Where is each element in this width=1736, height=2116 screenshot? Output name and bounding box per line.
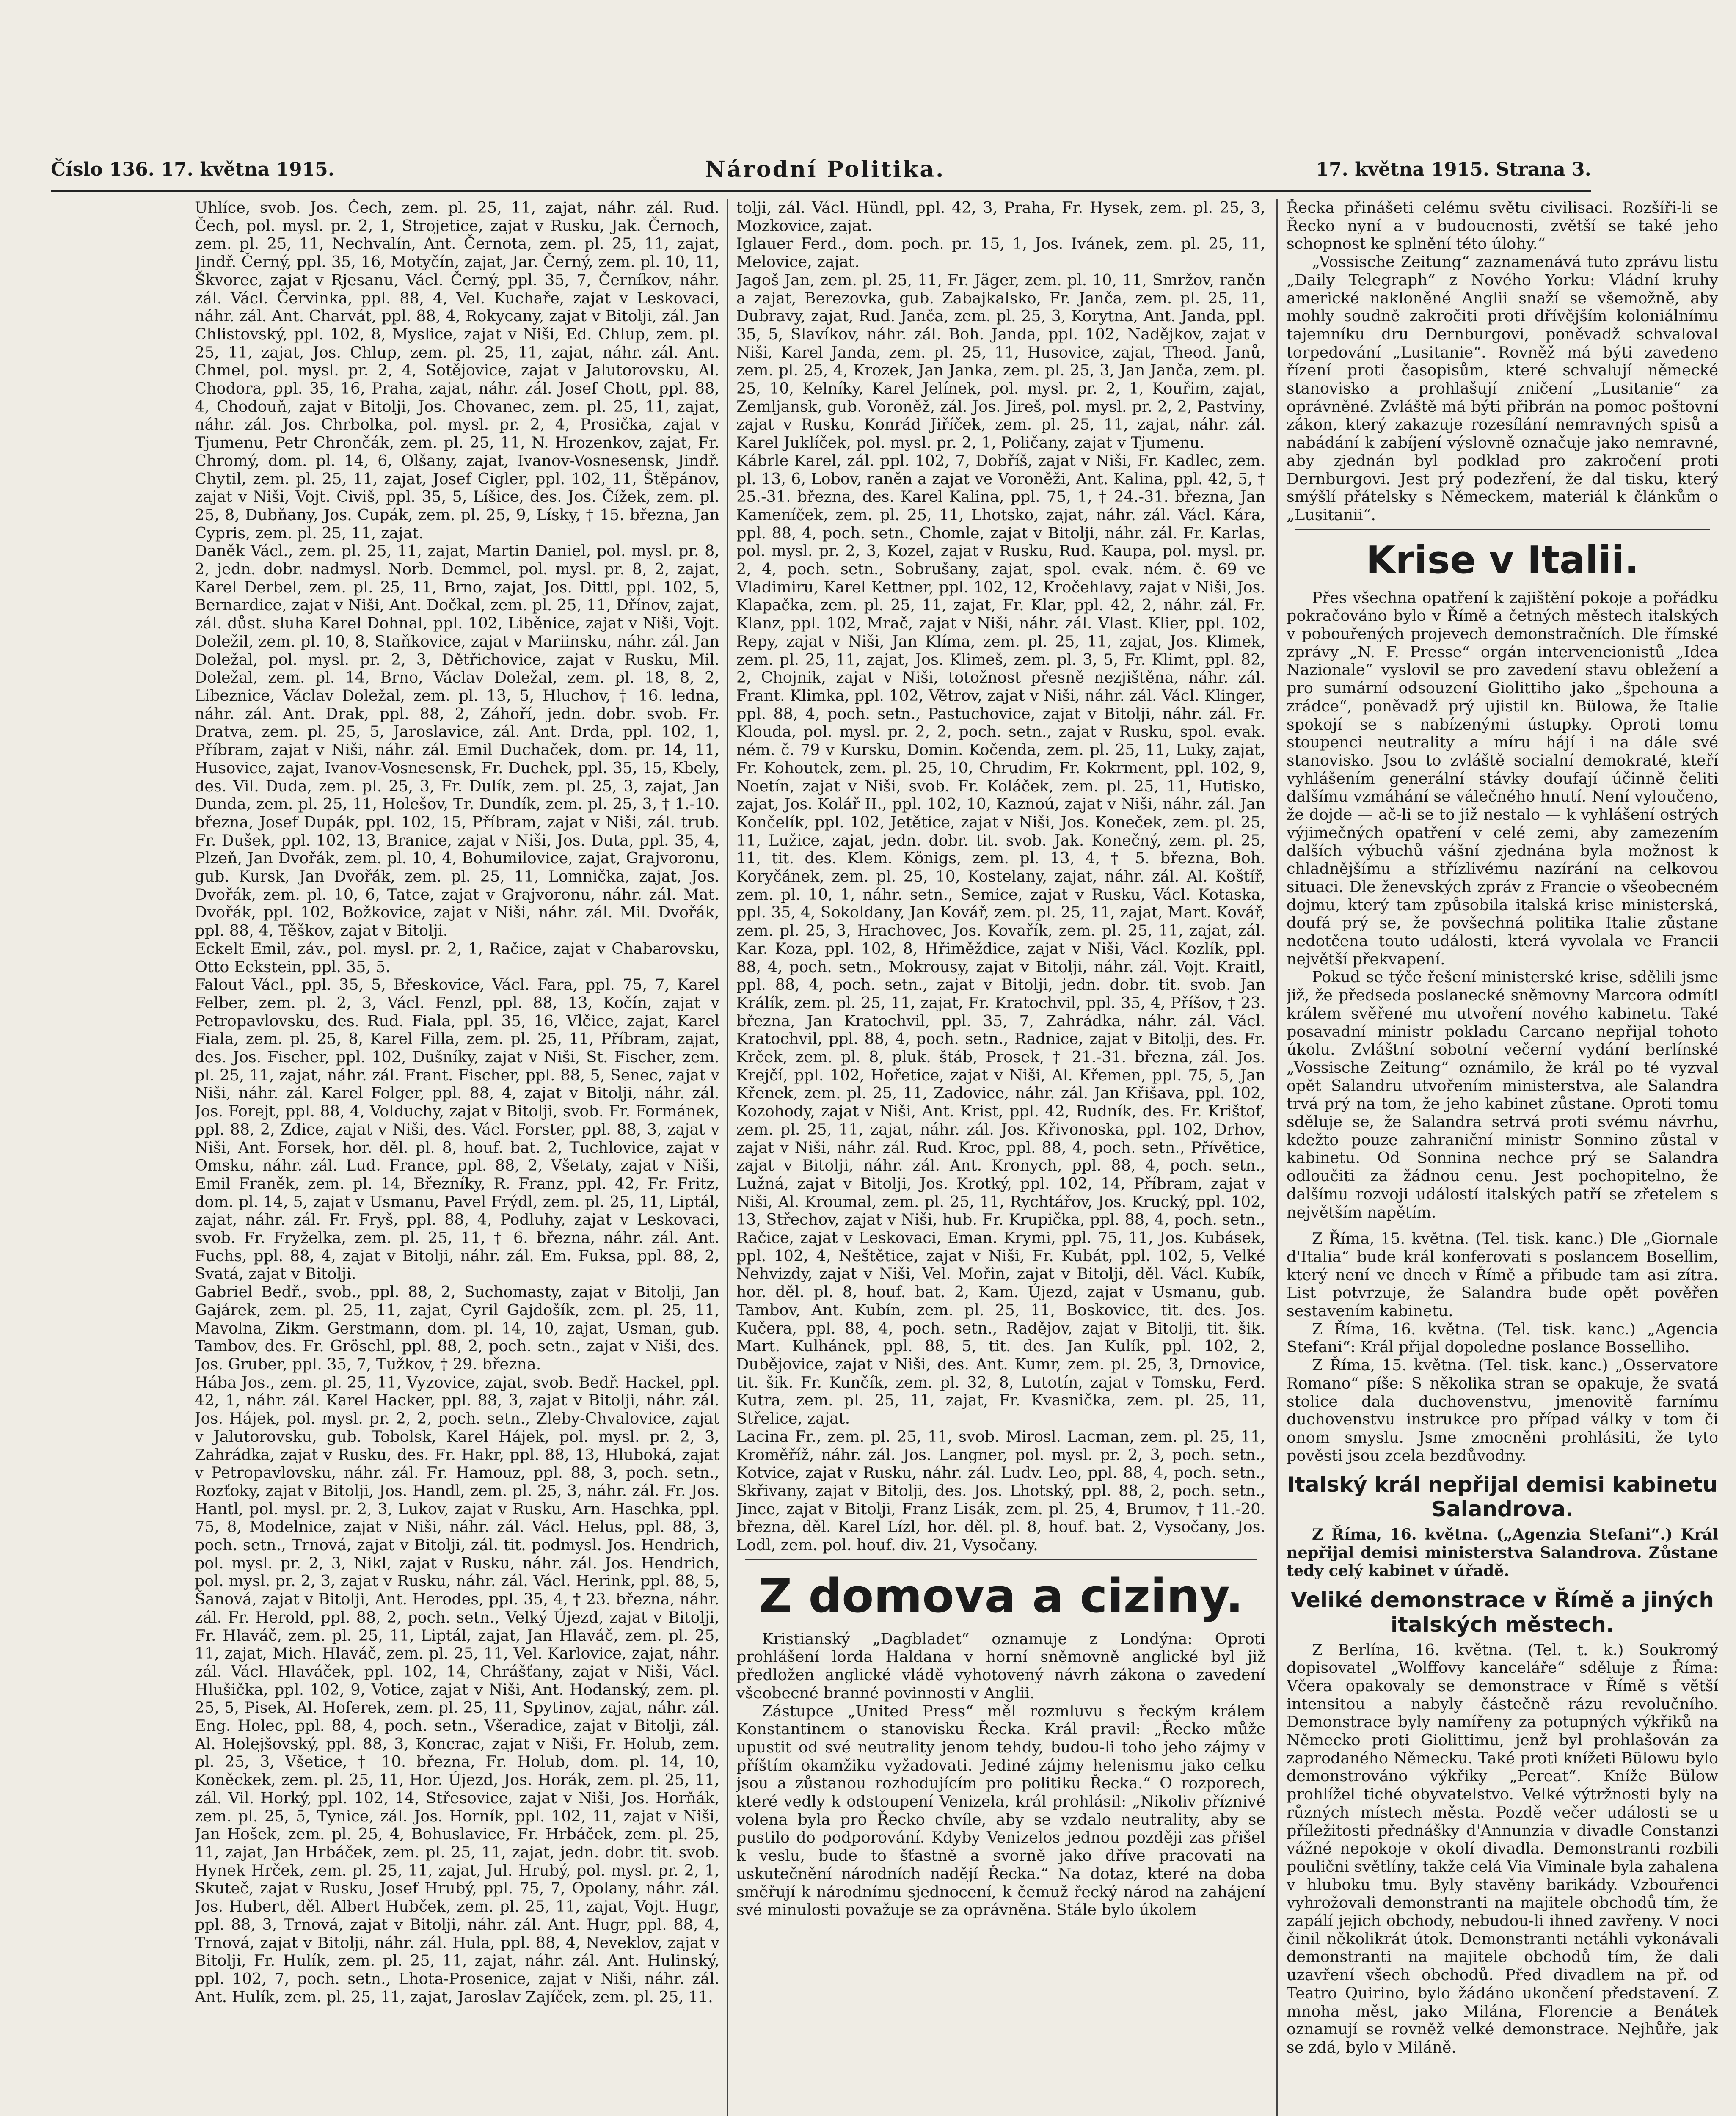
text-paragraph: Eckelt Emil, záv., pol. mysl. pr. 2, 1, Račice, zajat v Chabarovsku, Otto Eckstein, ppl. 35, 5. — [195, 939, 719, 976]
text-paragraph: Z Říma, 16. května. (Tel. tisk. kanc.) „Agencia Stefani“: Král přijal dopoledne poslance Bosselliho. — [1287, 1320, 1718, 1356]
text-paragraph: Zástupce „United Press“ měl rozmluvu s řeckým králem Konstantinem o stanovisku Řecka. Král pravil: „Řecko může upustit od své neutrality jenom tehdy, budou-li toho jeho zájmy v příštím okamžiku vyžadovati. Jediné zájmy helenismu jako celku jsou a zůstanou rozhodujícím pro politiku Řecka.“ O rozporech, které vedly k odstoupení Venizela, král prohlásil: „Nikoliv příznivé volena byla pro Řecko chvíle, aby se vzdalo neutrality, aby se pustilo do podporování. Kdyby Venizelos jednou později zas přišel k veslu, bude to šťastně a svorně jako dříve pracovati na uskutečnění národních nadějí Řecka.“ Na dotaz, které na doba směřují k národnímu sjednocení, k čemuž řecký národ na zahájení své minulosti považuje se za oprávněna. Stále bylo úkolem — [736, 1702, 1265, 1919]
page-header — [51, 152, 1591, 186]
column-2 — [736, 199, 1265, 2116]
header-rule — [51, 190, 1591, 192]
text-paragraph: Falout Václ., ppl. 35, 5, Břeskovice, Václ. Fara, ppl. 75, 7, Karel Felber, zem. pl. 2, 3, Václ. Fenzl, ppl. 88, 13, Kočín, zajat v Petropavlovsku, des. Rud. Fiala, ppl. 35, 16, Vlčice, zajat, Karel Fiala, zem. pl. 25, 8, Karel Filla, zem. pl. 25, 11, Příbram, zajat, des. Jos. Fischer, ppl. 102, Dušníky, zajat v Niši, St. Fischer, zem. pl. 25, 11, zajat, náhr. zál. Frant. Fischer, ppl. 88, 5, Senec, zajat v Niši, náhr. zál. Karel Folger, ppl. 88, 4, zajat v Bitolji, náhr. zál. Jos. Forejt, ppl. 88, 4, Volduchy, zajat v Bitolji, svob. Fr. Formánek, ppl. 88, 2, Zdice, zajat v Niši, des. Václ. Forster, ppl. 88, 3, zajat v Niši, Ant. Forsek, hor. děl. pl. 8, houf. bat. 2, Tuchlovice, zajat v Omsku, náhr. zál. Lud. France, ppl. 88, 2, Všetaty, zajat v Niši, Emil Franěk, zem. pl. 14, Březníky, R. Franz, ppl. 42, Fr. Fritz, dom. pl. 14, 5, zajat v Usmanu, Pavel Frýdl, zem. pl. 25, 11, Liptál, zajat, náhr. zál. Fr. Fryš, ppl. 88, 4, Podluhy, zajat v Leskovaci, svob. Fr. Fryželka, zem. pl. 25, 11, † 6. března, náhr. zál. Ant. Fuchs, ppl. 88, 4, zajat v Bitolji, náhr. zál. Em. Fuksa, ppl. 88, 2, Svatá, zajat v Bitolji. — [195, 975, 719, 1283]
text-paragraph: Hába Jos., zem. pl. 25, 11, Vyzovice, zajat, svob. Bedř. Hackel, ppl. 42, 1, náhr. zál. Karel Hacker, ppl. 88, 3, zajat v Bitolji, náhr. zál. Jos. Hájek, pol. mysl. pr. 2, 2, poch. setn., Zleby-Chvalovice, zajat v Jalutorovsku, gub. Tobolsk, Karel Hájek, pol. mysl. pr. 2, 3, Zahrádka, zajat v Rusku, des. Fr. Hakr, ppl. 88, 13, Hluboká, zajat v Petropavlovsku, náhr. zál. Fr. Hamouz, ppl. 88, 3, poch. setn., Rozťoky, zajat v Bitolji, Jos. Handl, zem. pl. 25, 3, náhr. zál. Fr. Jos. Hantl, pol. mysl. pr. 2, 3, Lukov, zajat v Rusku, Arn. Haschka, ppl. 75, 8, Modelnice, zajat v Niši, náhr. zál. Václ. Helus, ppl. 88, 3, poch. setn., Trnová, zajat v Bitolji, zál. tit. podmysl. Jos. Hendrich, pol. mysl. pr. 2, 3, Nikl, zajat v Rusku, náhr. zál. Jos. Hendrich, pol. mysl. pr. 2, 3, zajat v Rusku, náhr. zál. Václ. Herink, ppl. 88, 5, Šanová, zajat v Bitolji, Ant. Herodes, ppl. 35, 4, † 23. března, náhr. zál. Fr. Herold, ppl. 88, 2, poch. setn., Velký Újezd, zajat v Bitolji, Fr. Hlaváč, zem. pl. 25, 11, Liptál, zajat, Jan Hlaváč, zem. pl. 25, 11, zajat, Mich. Hlaváč, zem. pl. 25, 11, Vel. Karlovice, zajat, náhr. zál. Václ. Hlaváček, ppl. 102, 14, Chrášťany, zajat v Niši, Václ. Hlušička, ppl. 102, 9, Votice, zajat v Niši, Ant. Hodanský, zem. pl. 25, 5, Pisek, Al. Hoferek, zem. pl. 25, 11, Spytinov, zajat, náhr. zál. Eng. Holec, ppl. 88, 4, poch. setn., Všeradice, zajat v Bitolji, zál. Al. Holejšovský, ppl. 88, 3, Koncrac, zajat v Niši, Fr. Holub, zem. pl. 25, 3, Všetice, † 10. března, Fr. Holub, dom. pl. 14, 10, Koněckek, zem. pl. 25, 11, Hor. Újezd, Jos. Horák, zem. pl. 25, 11, zál. Vil. Horký, ppl. 102, 14, Střesovice, zajat v Niši, Jos. Horňák, zem. pl. 25, 5, Tynice, zál. Jos. Horník, ppl. 102, 11, zajat v Niši, Jan Hošek, zem. pl. 25, 4, Bohuslavice, Fr. Hrbáček, zem. pl. 25, 11, zajat, Jan Hrbáček, zem. pl. 25, 11, zajat, jedn. dobr. tit. svob. Hynek Hrček, zem. pl. 25, 11, zajat, Jul. Hrubý, pol. mysl. pr. 2, 1, Skuteč, zajat v Rusku, Josef Hrubý, ppl. 75, 7, Opolany, náhr. zál. Jos. Hubert, děl. Albert Hubček, zem. pl. 25, 11, zajat, Vojt. Hugr, ppl. 88, 3, Trnová, zajat v Bitolji, náhr. zál. Ant. Hugr, ppl. 88, 4, Trnová, zajat v Bitolji, náhr. zál. Hula, ppl. 88, 4, Neveklov, zajat v Bitolji, Fr. Hulík, zem. pl. 25, 11, zajat, náhr. zál. Ant. Hulinský, ppl. 102, 7, poch. setn., Lhota-Prosenice, zajat v Niši, náhr. zál. Ant. Hulík, zem. pl. 25, 11, zajat, Jaroslav Zajíček, zem. pl. 25, 11. — [195, 1373, 719, 2006]
text-paragraph: Z Říma, 15. května. (Tel. tisk. kanc.) Dle „Giornale d'Italia“ bude král konferovati s poslancem Bosellim, který není ve dnech v Římě a přibude tam asi zítra. List potvrzuje, že Salandra bude opět pověřen sestavením kabinetu. — [1287, 1229, 1718, 1320]
text-paragraph: Iglauer Ferd., dom. poch. pr. 15, 1, Jos. Ivánek, zem. pl. 25, 11, Melovice, zajat. — [736, 234, 1265, 271]
column-3 — [1287, 199, 1718, 2116]
spacer — [1287, 1221, 1718, 1230]
column-divider — [727, 199, 728, 2116]
section-rule — [745, 1559, 1257, 1560]
text-paragraph: Kábrle Karel, zál. ppl. 102, 7, Dobříš, zajat v Niši, Fr. Kadlec, zem. pl. 13, 6, Lobov, raněn a zajat ve Voroněži, Ant. Kalina, ppl. 42, 5, † 25.-31. března, des. Karel Kalina, ppl. 75, 1, † 24.-31. března, Jan Kameníček, zem. pl. 25, 11, Lhotsko, zajat, náhr. zál. Václ. Kára, ppl. 88, 4, poch. setn., Chomle, zajat v Bitolji, náhr. zál. Fr. Karlas, pol. mysl. pr. 2, 3, Kozel, zajat v Rusku, Rud. Kaupa, pol. mysl. pr. 2, 4, poch. setn., Sobrušany, zajat, spol. evak. ném. č. 69 ve Vladimiru, Karel Kettner, ppl. 102, 12, Kročehlavy, zajat v Niši, Jos. Klapačka, zem. pl. 25, 11, zajat, Fr. Klar, ppl. 42, 2, náhr. zál. Fr. Klanz, ppl. 102, Mrač, zajat v Niši, náhr. zál. Vlast. Klier, ppl. 102, Repy, zajat v Niši, Jan Klíma, zem. pl. 25, 11, zajat, Jos. Klimek, zem. pl. 25, 11, zajat, Jos. Klimeš, zem. pl. 3, 5, Fr. Klimt, ppl. 82, 2, Chojnik, zajat v Niši, totožnost přesně nezjištěna, náhr. zál. Frant. Klimka, ppl. 102, Větrov, zajat v Niši, náhr. zál. Václ. Klinger, ppl. 88, 4, poch. setn., Pastuchovice, zajat v Bitolji, náhr. zál. Fr. Klouda, pol. mysl. pr. 2, 2, poch. setn., zajat v Rusku, spol. evak. ném. č. 79 v Kursku, Domin. Kočenda, zem. pl. 25, 11, Luky, zajat, Fr. Kohoutek, zem. pl. 25, 10, Chrudim, Fr. Kokrment, ppl. 102, 9, Noetín, zajat v Niši, svob. Fr. Koláček, zem. pl. 25, 11, Hutisko, zajat, Jos. Kolář II., ppl. 102, 10, Kaznoú, zajat v Niši, náhr. zál. Jan Končelík, ppl. 102, Jetětice, zajat v Niši, Jos. Koneček, zem. pl. 25, 11, Lužice, zajat, jedn. dobr. tit. svob. Jak. Konečný, zem. pl. 25, 11, tit. des. Klem. Königs, zem. pl. 13, 4, † 5. března, Boh. Koryčánek, zem. pl. 25, 10, Kostelany, zajat, náhr. zál. Al. Koštíř, zem. pl. 10, 1, náhr. setn., Semice, zajat v Rusku, Václ. Kotaska, ppl. 35, 4, Sokoldany, Jan Kovář, zem. pl. 25, 11, zajat, Mart. Kovář, zem. pl. 25, 3, Hrachovec, Jos. Kovařík, zem. pl. 25, 11, zajat, zál. Kar. Koza, ppl. 102, 8, Hřiměždice, zajat v Niši, Václ. Kozlík, ppl. 88, 4, poch. setn., Mokrousy, zajat v Bitolji, náhr. zál. Vojt. Kraitl, ppl. 88, 4, poch. setn., zajat v Bitolji, jedn. dobr. tit. svob. Jan Králík, zem. pl. 25, 11, zajat, Fr. Kratochvil, ppl. 35, 4, Příšov, † 23. března, Jan Kratochvil, ppl. 35, 7, Zahrádka, náhr. zál. Václ. Kratochvil, ppl. 88, 4, poch. setn., Radnice, zajat v Bitolji, des. Fr. Krček, zem. pl. 8, pluk. štáb, Prosek, † 21.-31. března, zál. Jos. Krejčí, ppl. 102, Hořetice, zajat v Niši, Al. Křemen, ppl. 75, 5, Jan Křenek, zem. pl. 25, 11, Zadovice, náhr. zál. Jan Křišava, ppl. 102, Kozohody, zajat v Niši, Ant. Krist, ppl. 42, Rudník, des. Fr. Krištof, zem. pl. 25, 11, zajat, náhr. zál. Jos. Křivonoska, ppl. 102, Drhov, zajat v Niši, náhr. zál. Rud. Kroc, ppl. 88, 4, poch. setn., Přívětice, zajat v Bitolji, náhr. zál. Ant. Kronych, ppl. 88, 4, poch. setn., Lužná, zajat v Bitolji, Jos. Krotký, ppl. 102, 14, Příbram, zajat v Niši, Al. Kroumal, zem. pl. 25, 11, Rychtářov, Jos. Krucký, ppl. 102, 13, Střechov, zajat v Niši, hub. Fr. Krupička, ppl. 88, 4, poch. setn., Račice, zajat v Leskovaci, Eman. Krymi, ppl. 75, 11, Jos. Kubásek, ppl. 102, 4, Neštětice, zajat v Niši, Fr. Kubát, ppl. 102, 5, Velké Nehvizdy, zajat v Niši, Vel. Mořin, zajat v Bitolji, děl. Václ. Kubík, hor. děl. pl. 8, houf. bat. 2, Kam. Újezd, zajat v Usmanu, gub. Tambov, Ant. Kubín, zem. pl. 25, 11, Boskovice, tit. des. Jos. Kučera, ppl. 88, 4, poch. setn., Radějov, zajat v Bitolji, tit. šik. Mart. Kulhánek, ppl. 88, 5, tit. des. Jan Kulík, ppl. 102, 2, Dubějovice, zajat v Niši, des. Ant. Kumr, zem. pl. 25, 3, Drnovice, tit. šik. Fr. Kunčík, zem. pl. 32, 8, Lutotín, zajat v Tomsku, Ferd. Kutra, zem. pl. 25, 11, zajat, Fr. Kvasnička, zem. pl. 25, 11, Střelice, zajat. — [736, 451, 1265, 1428]
subsection-heading: Italský král nepřijal demisi kabinetu Salandrova. — [1287, 1472, 1718, 1522]
text-paragraph: „Vossische Zeitung“ zaznamenává tuto zprávu listu „Daily Telegraph“ z Nového Yorku: Vládní kruhy americké nakloněné Anglii snaží se všemožně, aby mohly soudně zakročiti proti dřívějším koloniálnímu tajemníku dru Dernburgovi, poněvadž schvaloval torpedování „Lusitanie“. Rovněž má býti zavedeno řízení proti časopisům, které schvalují německé stanovisko a prohlašují zničení „Lusitanie“ za oprávněné. Zvláště má býti přibrán na pomoc poštovní zákon, který zakazuje rozesílání nemravných spisů a nabádání k zabíjení výslovně označuje jako nemravné, aby zjednán byl podklad pro zakročení proti Dernburgovi. Jest prý podezření, že dal tisku, který smýšlí přátelsky s Německem, materiál k článkům o „Lusitanii“. — [1287, 253, 1718, 524]
text-paragraph: Gabriel Bedř., svob., ppl. 88, 2, Suchomasty, zajat v Bitolji, Jan Gajárek, zem. pl. 25, 11, zajat, Cyril Gajdošík, zem. pl. 25, 11, Mavolna, Zikm. Gerstmann, dom. pl. 14, 10, zajat, Usman, gub. Tambov, des. Fr. Gröschl, ppl. 88, 2, poch. setn., zajat v Niši, des. Jos. Gruber, ppl. 35, 7, Tužkov, † 29. března. — [195, 1283, 719, 1373]
text-paragraph: Lacina Fr., zem. pl. 25, 11, svob. Mirosl. Lacman, zem. pl. 25, 11, Kroměříž, náhr. zál. Jos. Langner, pol. mysl. pr. 2, 3, poch. setn., Kotvice, zajat v Rusku, náhr. zál. Ludv. Leo, ppl. 88, 4, poch. setn., Skřivany, zajat v Bitolji, des. Jos. Lhotský, ppl. 88, 2, poch. setn., Jince, zajat v Bitolji, Franz Lisák, zem. pl. 25, 4, Brumov, † 11.-20. března, děl. Karel Lízl, hor. děl. pl. 8, houf. bat. 2, Vysočany, Jos. Lodl, zem. pol. houf. div. 21, Vysočany. — [736, 1427, 1265, 1554]
text-paragraph: Řecka přinášeti celému světu civilisaci. Rozšíři-li se Řecko nyní a v budoucnosti, zvětší se také jeho schopnost ke splnění této úlohy.“ — [1287, 199, 1718, 253]
text-paragraph: Z Říma, 16. května. („Agenzia Stefani“.) Král nepřijal demisi ministerstva Salandrova. Zůstane tedy celý kabinet v úřadě. — [1287, 1525, 1718, 1580]
text-paragraph: Pokud se týče řešení ministerské krise, sdělili jsme již, že předseda poslanecké sněmovny Marcora odmítl králem svěřené mu utvoření nového kabinetu. Také posavadní ministr pokladu Carcano nepřijal tohoto úkolu. Zvláštní sobotní večerní vydání berlínské „Vossische Zeitung“ oznámilo, že král po té vyzval opět Salandru utvořením ministerstva, ale Salandra trvá prý na tom, že jeho kabinet zůstane. Oproti tomu sděluje se, že Salandra setrvá proti svému návrhu, kdežto pouze zahraniční ministr Sonnino zůstal v kabinetu. Od Sonnina nechce prý se Salandra odloučiti za žádnou cenu. Jest pochopitelno, že dalšímu rozvoji událostí italských patří se zřetelem s největším napětím. — [1287, 968, 1718, 1221]
column-divider — [1276, 199, 1278, 2116]
text-paragraph: Jagoš Jan, zem. pl. 25, 11, Fr. Jäger, zem. pl. 10, 11, Smržov, raněn a zajat, Berezovka, gub. Zabajkalsko, Fr. Janča, zem. pl. 25, 11, Dubravy, zajat, Rud. Janča, zem. pl. 25, 3, Korytna, Ant. Janda, ppl. 35, 5, Slavíkov, náhr. zál. Boh. Janda, ppl. 102, Nadějkov, zajat v Niši, Karel Janda, zem. pl. 25, 11, Husovice, zajat, Theod. Janů, zem. pl. 25, 4, Krozek, Jan Janka, zem. pl. 25, 3, Jan Janča, zem. pl. 25, 10, Kelníky, Karel Jelínek, pol. mysl. pr. 2, 1, Kouřim, zajat, Zemljansk, gub. Voroněž, zál. Jos. Jireš, pol. mysl. pr. 2, 2, Pastviny, zajat v Rusku, Konrád Jiříček, zem. pl. 25, 11, zajat, náhr. zál. Karel Juklíček, pol. mysl. pr. 2, 1, Poličany, zajat v Tjumenu. — [736, 270, 1265, 452]
masthead-title: Národní Politika. — [705, 156, 945, 182]
text-paragraph: Daněk Václ., zem. pl. 25, 11, zajat, Martin Daniel, pol. mysl. pr. 8, 2, jedn. dobr. nadmysl. Norb. Demmel, pol. mysl. pr. 8, 2, zajat, Karel Derbel, zem. pl. 25, 11, Brno, zajat, Jos. Dittl, ppl. 102, 5, Bernardice, zajat v Niši, Ant. Dočkal, zem. pl. 25, 11, Dřínov, zajat, zál. důst. sluha Karel Dohnal, ppl. 102, Liběnice, zajat v Niši, Vojt. Doležil, zem. pl. 10, 8, Staňkovice, zajat v Mariinsku, náhr. zál. Jan Doležal, pol. mysl. pr. 2, 3, Dětřichovice, zajat v Rusku, Mil. Doležal, zem. pl. 14, Brno, Václav Doležal, zem. pl. 18, 8, 2, Libeznice, Václav Doležal, zem. pl. 13, 5, Hluchov, † 16. ledna, náhr. zál. Ant. Drak, ppl. 88, 2, Záhoří, jedn. dobr. svob. Fr. Dratva, zem. pl. 25, 5, Jaroslavice, zál. Ant. Drda, ppl. 102, 1, Příbram, zajat v Niši, náhr. zál. Emil Duchaček, dom. pr. 14, 11, Husovice, zajat, Ivanov-Vosnesensk, Fr. Duchek, ppl. 35, 15, Kbely, des. Vil. Duda, zem. pl. 25, 3, Fr. Dulík, zem. pl. 25, 3, zajat, Jan Dunda, zem. pl. 25, 11, Holešov, Tr. Dundík, zem. pl. 25, 3, † 1.-10. března, Josef Dupák, ppl. 102, 15, Příbram, zajat v Niši, zál. trub. Fr. Dušek, ppl. 102, 13, Branice, zajat v Niši, Jos. Duta, ppl. 35, 4, Plzeň, Jan Dvořák, zem. pl. 10, 4, Bohumilovice, zajat, Grajvoronu, gub. Kursk, Jan Dvořák, zem. pl. 25, 11, Lomnička, zajat, Jos. Dvořák, zem. pl. 10, 6, Tatce, zajat v Grajvoronu, náhr. zál. Mat. Dvořák, ppl. 102, Božkovice, zajat v Niši, náhr. zál. Mil. Dvořák, ppl. 88, 4, Těškov, zajat v Bitolji. — [195, 542, 719, 940]
section-heading: Krise v Italii. — [1366, 537, 1639, 582]
header-left: Číslo 136. 17. května 1915. — [51, 158, 335, 180]
header-right: 17. května 1915. Strana 3. — [1316, 158, 1591, 180]
section-heading: Z domova a ciziny. — [758, 1568, 1243, 1623]
section-rule — [1295, 529, 1710, 530]
text-paragraph: Uhlíce, svob. Jos. Čech, zem. pl. 25, 11, zajat, náhr. zál. Rud. Čech, pol. mysl. pr. 2, 1, Strojetice, zajat v Rusku, Jak. Černoch, zem. pl. 25, 11, Nechvalín, Ant. Černota, zem. pl. 25, 11, zajat, Jindř. Černý, ppl. 35, 16, Motyčín, zajat, Jar. Černý, zem. pl. 10, 11, Škvorec, zajat v Rjesanu, Václ. Černý, ppl. 35, 7, Černíkov, náhr. zál. Václ. Červinka, ppl. 88, 4, Vel. Kuchaře, zajat v Leskovaci, náhr. zál. Ant. Charvát, ppl. 88, 4, Rokycany, zajat v Bitolji, zál. Jan Chlistovský, ppl. 102, 8, Myslice, zajat v Niši, Ed. Chlup, zem. pl. 25, 11, zajat, Jos. Chlup, zem. pl. 25, 11, zajat, náhr. zál. Ant. Chmel, pol. mysl. pr. 2, 4, Sotějovice, zajat v Jalutorovsku, Al. Chodora, ppl. 35, 16, Praha, zajat, náhr. zál. Josef Chott, ppl. 88, 4, Chodouň, zajat v Bitolji, Jos. Chovanec, zem. pl. 25, 11, zajat, náhr. zál. Jos. Chrbolka, pol. mysl. pr. 2, 4, Prosička, zajat v Tjumenu, Petr Chrončák, zem. pl. 25, 11, N. Hrozenkov, zajat, Fr. Chromý, dom. pl. 14, 6, Olšany, zajat, Ivanov-Vosnesensk, Jindř. Chytil, zem. pl. 25, 11, zajat, Josef Cigler, ppl. 102, 11, Štěpánov, zajat v Niši, Vojt. Civiš, ppl. 35, 5, Líšice, des. Jos. Čížek, zem. pl. 25, 8, Dubňany, Jos. Cupák, zem. pl. 25, 9, Lísky, † 15. března, Jan Cypris, zem. pl. 25, 11, zajat. — [195, 199, 719, 542]
text-paragraph: Kristianský „Dagbladet“ oznamuje z Londýna: Oproti prohlášení lorda Haldana v horní sněmovně anglické byl již předložen anglické vládě vyhotovený návrh zákona o zavedení všeobecné branné povinnosti v Anglii. — [736, 1629, 1265, 1702]
text-paragraph: Z Berlína, 16. května. (Tel. t. k.) Soukromý dopisovatel „Wolffovy kanceláře“ sděluje z Říma: Včera opakovaly se demonstrace v Římě s větší intensitou a nabyly částečně rázu revolučního. Demonstrace byly namířeny za potupných výkřiků na Německo proti Giolittimu, jenž byl prohlašován za zaprodaného Německu. Také proti knížeti Bülowu bylo demonstrováno výkřiky „Pereat“. Kníže Bülow prohlížel tiché obyvatelstvo. Velké výtržnosti byly na různých místech města. Pozdě večer události se u příležitosti přednášky d'Annunzia v divadle Constanzi vážné nepokoje v okolí divadla. Demonstranti rozbili poulični světlíny, takže celá Via Viminale byla zahalena v hluboku tmu. Byly stavěny barikády. Vzbouřenci vyhrožovali demonstranti na majitele obchodů tím, že zapálí jejich obchody, nebudou-li ihned zavřeny. V noci činil několikrát útok. Demonstranti netáhli vykonávali demonstranti na majitele obchodů tím, že dali uzavření všech obchodů. Před divadlem na př. od Teatro Quirino, bylo žádáno ukončení představení. Z mnoha měst, jako Milána, Florencie a Benátek oznamují se rovněž velké demonstrace. Nejhůře, jak se zdá, bylo v Miláně. — [1287, 1640, 1718, 2056]
text-paragraph: Z Říma, 15. května. (Tel. tisk. kanc.) „Osservatore Romano“ píše: S několika stran se opakuje, že svatá stolice dala duchovenstvu, jmenovitě farnímu duchovenstvu instrukce pro případ války v tom či onom smyslu. Jsme zmocněni prohlásiti, že tyto pověsti jsou zcela bezdůvodny. — [1287, 1356, 1718, 1465]
text-paragraph: tolji, zál. Václ. Hündl, ppl. 42, 3, Praha, Fr. Hysek, zem. pl. 25, 3, Mozkovice, zajat. — [736, 199, 1265, 235]
column-1 — [195, 199, 719, 2116]
text-paragraph: Přes všechna opatření k zajištění pokoje a pořádku pokračováno bylo v Římě a četných městech italských v pobouřených projevech demonstračních. Dle římské zprávy „N. F. Presse“ orgán intervencionistů „Idea Nazionale“ vyslovil se pro zavedení stavu obležení a pro sumární odsouzení Giolittiho jako „špehouna a zrádce“, poněvadž prý ujistil kn. Bülowa, že Italie spokojí se s nabízenými ústupky. Oproti tomu stoupenci neutrality a míru hájí i na dále své stanovisko. Jsou to zvláště socialní demokraté, kteří vyhlášením generální stávky doufají účinně čeliti dalšímu vzmáhání se válečného hnutí. Není vyloučeno, že dojde — ač-li se to již nestalo — k vyhlášení ostrých výjimečných opatření v celé zemi, aby zamezením dalších výbuchů vášní zjednána byla možnost k chladnějšímu a střízlivému nazírání na celkovou situaci. Dle ženevských zpráv z Francie o všeobecném dojmu, který tam způsobila italská krise ministerská, doufá prý se, že povšechná politika Italie zůstane nedotčena touto události, která vyvolala ve Francii největší překvapení. — [1287, 588, 1718, 968]
subsection-heading: Veliké demonstrace v Římě a jiných italských městech. — [1290, 1587, 1714, 1637]
